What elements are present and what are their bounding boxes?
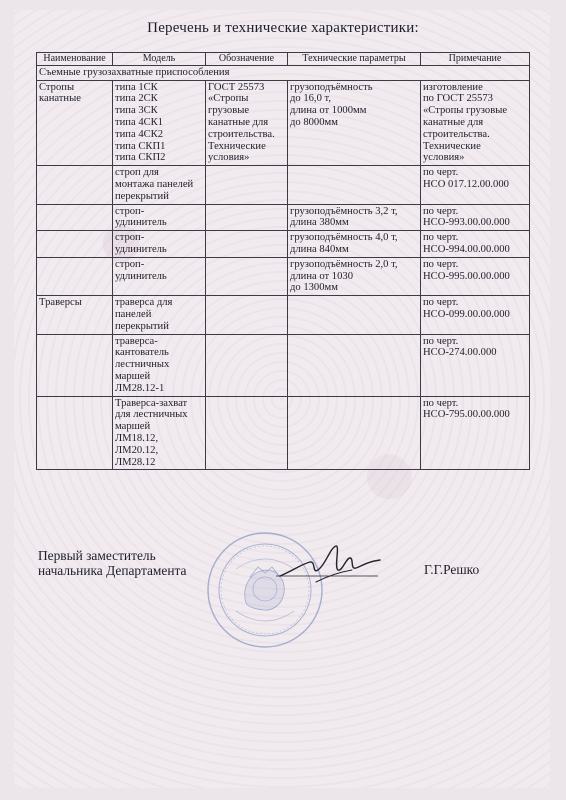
document-title: Перечень и технические характеристики: bbox=[147, 20, 419, 36]
cell-note-line: «Стропы грузовые bbox=[423, 105, 508, 117]
cell-name bbox=[37, 80, 113, 166]
cell-model-line: ЛМ28.12-1 bbox=[115, 382, 165, 394]
position-line-1: Первый заместитель bbox=[38, 548, 156, 563]
cell-designation-line: условия» bbox=[208, 152, 250, 164]
cell-model bbox=[113, 296, 206, 334]
cell-note bbox=[421, 334, 530, 396]
cell-parameters-line: до 8000мм bbox=[290, 116, 338, 128]
cell-note-line: по черт. bbox=[423, 397, 459, 409]
cell-note-line: НСО-099.00.00.000 bbox=[423, 308, 510, 320]
cell-parameters bbox=[288, 257, 421, 295]
cell-note-line: НСО-795.00.00.000 bbox=[423, 409, 510, 421]
cell-model-line: типа 4СК1 bbox=[115, 116, 164, 128]
cell-name-line: канатные bbox=[39, 93, 81, 105]
header-designation: Обозначение bbox=[206, 53, 288, 66]
cell-designation bbox=[206, 166, 288, 204]
cell-model-line: ЛМ18.12, bbox=[115, 432, 159, 444]
cell-parameters-line: длина 380мм bbox=[290, 217, 349, 229]
cell-note bbox=[421, 396, 530, 470]
cell-model-line: типа 2СК bbox=[115, 93, 158, 105]
table-header-row bbox=[37, 53, 530, 66]
cell-model bbox=[113, 80, 206, 166]
cell-note-line: изготовление bbox=[423, 81, 483, 93]
cell-model-line: типа 4СК2 bbox=[115, 128, 164, 140]
cell-parameters-line: грузоподъёмность 3,2 т, bbox=[290, 205, 398, 217]
cell-model bbox=[113, 334, 206, 396]
cell-note-line: по черт. bbox=[423, 167, 459, 179]
cell-note-line: строительства. bbox=[423, 128, 490, 140]
cell-model-line: кантователь bbox=[115, 347, 169, 359]
cell-note-line: НСО-994.00.00.000 bbox=[423, 243, 510, 255]
cell-model-line: перекрытий bbox=[115, 190, 169, 202]
cell-note-line: Технические bbox=[423, 140, 481, 152]
cell-model-line: типа СКП2 bbox=[115, 152, 166, 164]
cell-note-line: по черт. bbox=[423, 232, 459, 244]
cell-model-line: маршей bbox=[115, 370, 151, 382]
signatory-position bbox=[38, 548, 186, 578]
cell-name bbox=[37, 334, 113, 396]
cell-model-line: типа 1СК bbox=[115, 81, 158, 93]
cell-parameters-line: длина от 1030 bbox=[290, 270, 353, 282]
cell-note-line: канатные для bbox=[423, 116, 484, 128]
signatory-name: Г.Г.Решко bbox=[424, 562, 480, 577]
cell-parameters-line: до 1300мм bbox=[290, 282, 338, 294]
cell-parameters bbox=[288, 296, 421, 334]
cell-model bbox=[113, 204, 206, 231]
cell-model-line: типа 3СК bbox=[115, 105, 158, 117]
cell-designation bbox=[206, 334, 288, 396]
section-title: Съемные грузозахватные приспособления bbox=[37, 65, 530, 80]
cell-model-line: строп для bbox=[115, 167, 159, 179]
cell-model-line: строп- bbox=[115, 205, 145, 217]
cell-model bbox=[113, 257, 206, 295]
cell-note bbox=[421, 257, 530, 295]
cell-model-line: удлинитель bbox=[115, 217, 167, 229]
cell-parameters-line: длина от 1000мм bbox=[290, 105, 367, 117]
cell-note bbox=[421, 204, 530, 231]
cell-parameters-line: длина 840мм bbox=[290, 243, 349, 255]
table-row bbox=[37, 231, 530, 258]
cell-note-line: НСО-274.00.000 bbox=[423, 347, 497, 359]
cell-note-line: НСО-995.00.00.000 bbox=[423, 270, 510, 282]
cell-model-line: строп- bbox=[115, 232, 145, 244]
cell-model-line: маршей bbox=[115, 421, 151, 433]
cell-name bbox=[37, 166, 113, 204]
cell-model bbox=[113, 396, 206, 470]
table-row bbox=[37, 257, 530, 295]
table-row bbox=[37, 166, 530, 204]
cell-model-line: для лестничных bbox=[115, 409, 188, 421]
position-line-2: начальника Департамента bbox=[38, 563, 187, 578]
table-row bbox=[37, 204, 530, 231]
cell-parameters-line: грузоподъёмность 4,0 т, bbox=[290, 232, 398, 244]
cell-name bbox=[37, 231, 113, 258]
cell-parameters bbox=[288, 204, 421, 231]
cell-parameters bbox=[288, 166, 421, 204]
cell-model-line: траверса для bbox=[115, 297, 173, 309]
cell-note-line: по черт. bbox=[423, 205, 459, 217]
cell-note-line: НСО 017.12.00.000 bbox=[423, 178, 509, 190]
table-row bbox=[37, 80, 530, 166]
cell-model bbox=[113, 231, 206, 258]
cell-model-line: лестничных bbox=[115, 359, 170, 371]
header-parameters: Технические параметры bbox=[288, 53, 421, 66]
cell-name bbox=[37, 296, 113, 334]
cell-note bbox=[421, 166, 530, 204]
cell-note-line: по черт. bbox=[423, 335, 459, 347]
table-row bbox=[37, 396, 530, 470]
cell-model bbox=[113, 166, 206, 204]
cell-name bbox=[37, 257, 113, 295]
cell-note-line: НСО-993.00.00.000 bbox=[423, 217, 510, 229]
cell-model-line: монтажа панелей bbox=[115, 178, 194, 190]
cell-designation-line: канатные для bbox=[208, 116, 269, 128]
table-row bbox=[37, 334, 530, 396]
cell-designation-line: строительства. bbox=[208, 128, 275, 140]
cell-model-line: удлинитель bbox=[115, 270, 167, 282]
cell-designation bbox=[206, 257, 288, 295]
cell-note bbox=[421, 231, 530, 258]
cell-model-line: Траверса-захват bbox=[115, 397, 188, 409]
cell-model-line: ЛМ28.12 bbox=[115, 456, 156, 468]
cell-note-line: по черт. bbox=[423, 258, 459, 270]
cell-model-line: перекрытий bbox=[115, 320, 169, 332]
cell-designation-line: «Стропы bbox=[208, 93, 249, 105]
cell-designation bbox=[206, 396, 288, 470]
cell-parameters-line: грузоподъёмность 2,0 т, bbox=[290, 258, 398, 270]
cell-parameters-line: грузоподъёмность bbox=[290, 81, 373, 93]
cell-note bbox=[421, 80, 530, 166]
cell-model-line: типа СКП1 bbox=[115, 140, 166, 152]
handwritten-signature bbox=[276, 540, 384, 590]
cell-parameters bbox=[288, 334, 421, 396]
cell-note-line: по черт. bbox=[423, 297, 459, 309]
specifications-table bbox=[36, 52, 530, 470]
cell-designation-line: ГОСТ 25573 bbox=[208, 81, 265, 93]
cell-designation bbox=[206, 231, 288, 258]
cell-parameters bbox=[288, 231, 421, 258]
cell-parameters bbox=[288, 80, 421, 166]
cell-note-line: по ГОСТ 25573 bbox=[423, 93, 493, 105]
cell-model-line: панелей bbox=[115, 308, 152, 320]
cell-note-line: условия» bbox=[423, 152, 465, 164]
cell-model-line: строп- bbox=[115, 258, 145, 270]
cell-name bbox=[37, 396, 113, 470]
cell-designation bbox=[206, 204, 288, 231]
cell-designation-line: Технические bbox=[208, 140, 266, 152]
section-row bbox=[37, 65, 530, 80]
cell-designation bbox=[206, 80, 288, 166]
cell-note bbox=[421, 296, 530, 334]
header-note: Примечание bbox=[421, 53, 530, 66]
cell-name-line: Стропы bbox=[39, 81, 75, 93]
cell-name bbox=[37, 204, 113, 231]
table-row bbox=[37, 296, 530, 334]
cell-parameters-line: до 16,0 т, bbox=[290, 93, 332, 105]
cell-designation-line: грузовые bbox=[208, 105, 250, 117]
cell-model-line: удлинитель bbox=[115, 243, 167, 255]
cell-designation bbox=[206, 296, 288, 334]
cell-parameters bbox=[288, 396, 421, 470]
cell-model-line: траверса- bbox=[115, 335, 158, 347]
cell-name-line: Траверсы bbox=[39, 297, 82, 309]
header-name: Наименование bbox=[37, 53, 113, 66]
cell-model-line: ЛМ20.12, bbox=[115, 444, 159, 456]
header-model: Модель bbox=[113, 53, 206, 66]
